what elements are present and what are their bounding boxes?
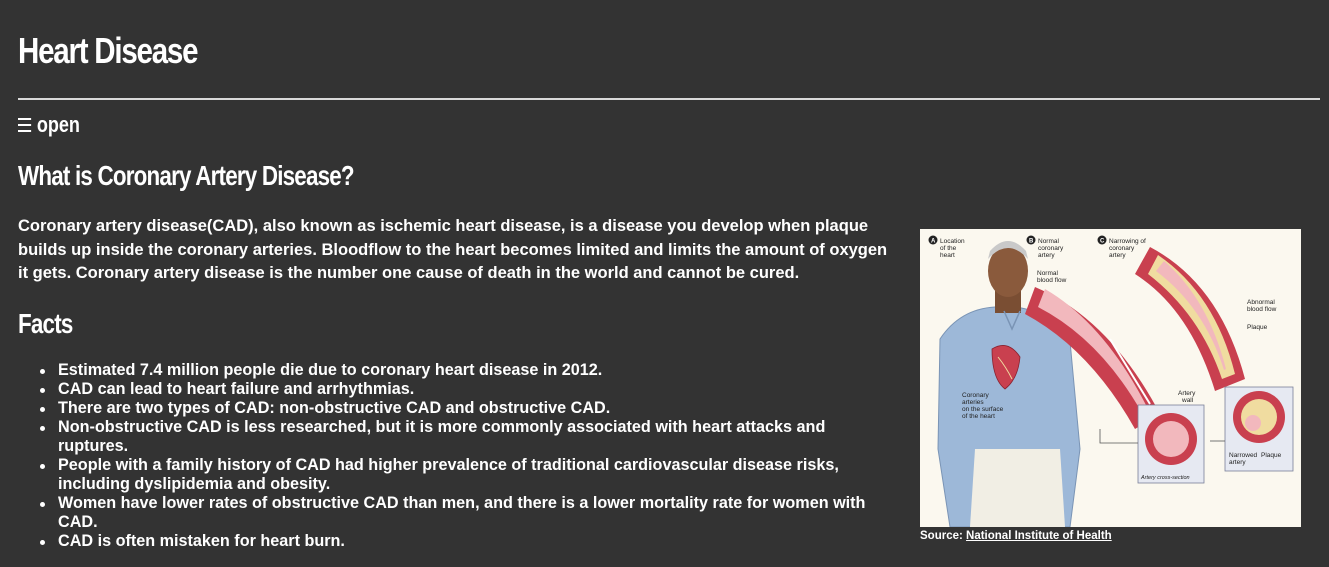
fact-item: Non-obstructive CAD is less researched, but it is more commonly associated with heart attacks and ruptures. bbox=[40, 418, 890, 456]
fact-item: CAD is often mistaken for heart burn. bbox=[40, 532, 890, 551]
svg-text:Plaque: Plaque bbox=[1261, 452, 1282, 459]
menu-open-button[interactable] bbox=[18, 112, 80, 138]
svg-text:blood flow: blood flow bbox=[1247, 306, 1277, 313]
svg-text:of the heart: of the heart bbox=[962, 413, 995, 420]
svg-text:Narrowing of: Narrowing of bbox=[1109, 238, 1146, 245]
fact-item: People with a family history of CAD had higher prevalence of traditional cardiovascular disease risks, including dyslipidemia and obesity. bbox=[40, 456, 890, 494]
cross-section-normal bbox=[1138, 405, 1204, 483]
fact-item: Estimated 7.4 million people die due to coronary heart disease in 2012. bbox=[40, 361, 890, 380]
svg-text:Artery: Artery bbox=[1178, 390, 1196, 397]
svg-text:Location: Location bbox=[940, 238, 965, 245]
svg-text:C: C bbox=[1100, 238, 1105, 245]
cad-heading: What is Coronary Artery Disease? bbox=[18, 160, 354, 191]
image-source-caption bbox=[920, 530, 1112, 542]
svg-text:heart: heart bbox=[940, 252, 955, 259]
source-label: Source: bbox=[920, 530, 963, 542]
svg-text:artery: artery bbox=[1038, 252, 1055, 259]
title-divider bbox=[18, 98, 1320, 100]
menu-open-label: open bbox=[36, 112, 80, 137]
hamburger-icon bbox=[18, 118, 31, 132]
svg-text:A: A bbox=[931, 238, 936, 245]
svg-text:artery: artery bbox=[1109, 252, 1126, 259]
svg-text:wall: wall bbox=[1182, 397, 1194, 404]
fact-item: There are two types of CAD: non-obstructive CAD and obstructive CAD. bbox=[40, 399, 890, 418]
page-title: Heart Disease bbox=[18, 30, 198, 71]
svg-text:arteries: arteries bbox=[962, 399, 984, 406]
fact-item: CAD can lead to heart failure and arrhythmias. bbox=[40, 380, 890, 399]
svg-text:Normal: Normal bbox=[1038, 238, 1059, 245]
svg-text:of the: of the bbox=[940, 245, 957, 252]
fact-item: Women have lower rates of obstructive CAD than men, and there is a lower mortality rate for women with CAD. bbox=[40, 494, 890, 532]
source-link[interactable]: National Institute of Health bbox=[966, 530, 1112, 542]
svg-text:artery: artery bbox=[1229, 459, 1246, 466]
svg-text:Abnormal: Abnormal bbox=[1247, 299, 1275, 306]
svg-text:Normal: Normal bbox=[1037, 270, 1058, 277]
narrowed-artery bbox=[1135, 247, 1245, 391]
svg-text:Artery cross-section: Artery cross-section bbox=[1141, 475, 1190, 481]
svg-text:Narrowed: Narrowed bbox=[1229, 452, 1258, 459]
svg-text:coronary: coronary bbox=[1038, 245, 1064, 252]
svg-text:B: B bbox=[1029, 238, 1034, 245]
svg-text:coronary: coronary bbox=[1109, 245, 1135, 252]
facts-heading: Facts bbox=[18, 308, 73, 339]
cad-description: Coronary artery disease(CAD), also known as ischemic heart disease, is a disease you develop when plaque builds up inside the coronary arteries. Bloodflow to the heart becomes limited and limits the amount of oxygen it gets. Coronary artery disease is the number one cause of death in the world and cannot be cured. bbox=[18, 217, 888, 282]
svg-text:Plaque: Plaque bbox=[1247, 324, 1268, 331]
svg-text:blood flow: blood flow bbox=[1037, 277, 1067, 284]
coronary-artery-illustration bbox=[920, 229, 1301, 527]
svg-text:Coronary: Coronary bbox=[962, 392, 989, 399]
illustration-svg bbox=[920, 229, 1301, 527]
facts-list bbox=[40, 361, 890, 551]
svg-text:on the surface: on the surface bbox=[962, 406, 1004, 413]
